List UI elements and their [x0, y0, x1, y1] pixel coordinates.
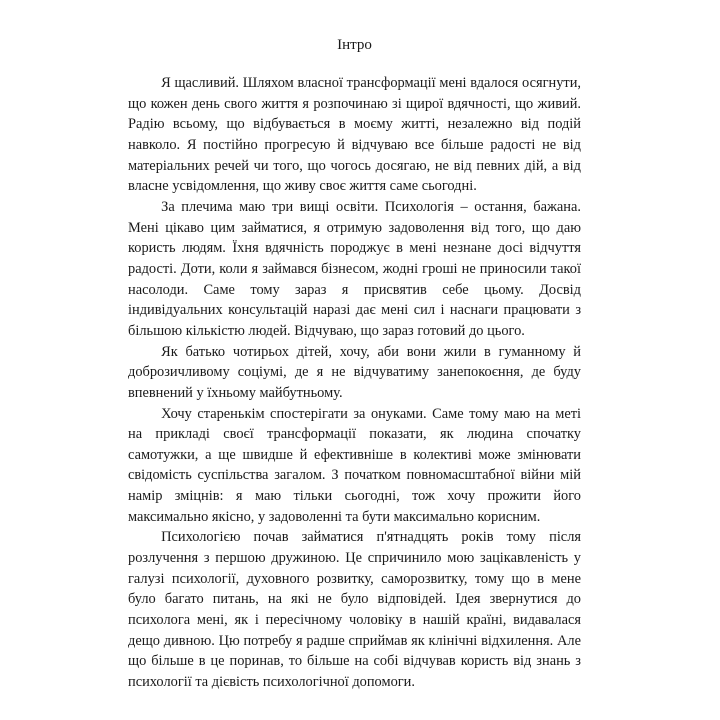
- paragraph-1: Я щасливий. Шляхом власної трансформації мені вдалося осягнути, що кожен день свого життя я розпочинаю зі щирої вдячності, що живий. Радію всьому, що відбувається в моєму житті, незалежно від подій навколо. Я постійно прогресую й відчуваю все більше радості не від матеріальних речей чи того, що чогось досягаю, не від певних дій, а від власне усвідомлення, що живу своє життя саме сьогодні.: [128, 75, 581, 195]
- book-page: [128, 0, 581, 720]
- page-title: Інтро: [337, 37, 372, 53]
- paragraph-2: За плечима маю три вищі освіти. Психологія – остання, бажана. Мені цікаво цим займатися, я отримую задоволення від того, що даю користь людям. Їхня вдячність породжує в мені незнане досі відчуття радості. Доти, коли я займався бізнесом, жодні гроші не приносили такої насолоди. Саме тому зараз я присвятив себе цьому. Досвід індивідуальних консультацій наразі дає мені сил і наснаги працювати з більшою кількістю людей. Відчуваю, що зараз готовий до цього.: [128, 198, 581, 339]
- paragraph-4: Хочу старенькім спостерігати за онуками. Саме тому маю на меті на прикладі своєї трансформації показати, як людина спочатку самотужки, а ще швидше й ефективніше в колективі може змінювати свідомість суспільства загалом. З початком повномасштабної війни мій намір зміцнів: я маю тільки сьогодні, тож хочу прожити його максимально якісно, у задоволенні та бути максимально корисним.: [128, 405, 581, 525]
- paragraph-3: Як батько чотирьох дітей, хочу, аби вони жили в гуманному й доброзичливому соціумі, де я не відчуватиму занепокоєння, де буду впевнений у їхньому майбутньому.: [128, 343, 581, 401]
- paragraph-5: Психологією почав займатися п'ятнадцять років тому після розлучення з першою дружиною. Це спричинило мою зацікавленість у галузі психології, духовного розвитку, саморозвитку, тому що в мене було багато питань, на які не було відповідей. Ідея звернутися до психолога мені, як і пересічному чоловіку в нашій країні, видавалася дещо дивною. Цю потребу я радше сприймав як клінічні відхилення. Але що більше в це поринав, то більше на собі відчував користь від знань з психології та дієвість психологічної допомоги.: [128, 529, 581, 691]
- page-body: [128, 73, 581, 693]
